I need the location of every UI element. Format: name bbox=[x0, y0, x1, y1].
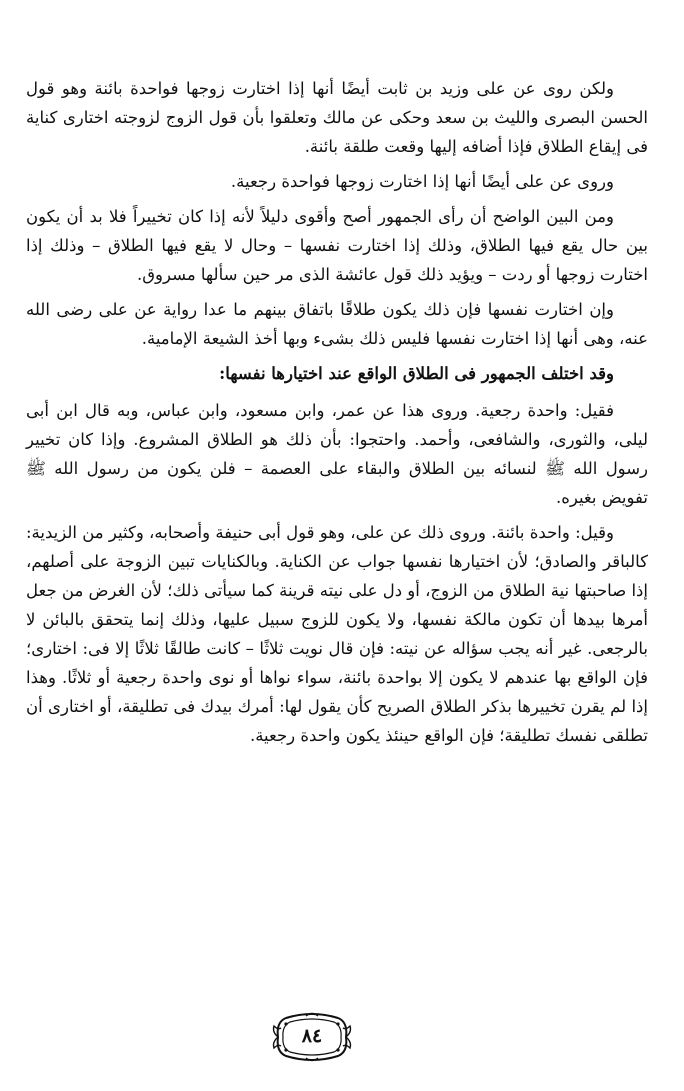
body-text bbox=[26, 74, 648, 752]
paragraph-4: وإن اختارت نفسها فإن ذلك يكون طلاقًا باتفاق بينهم ما عدا رواية عن على رضى الله عنه، وهى أنها إذا اختارت نفسها فليس ذلك بشىء وبها أخذ الشيعة الإمامية. bbox=[26, 300, 648, 348]
page-number-ornament bbox=[272, 1012, 352, 1062]
section-heading: وقد اختلف الجمهور فى الطلاق الواقع عند اختيارها نفسها: bbox=[219, 364, 614, 383]
paragraph-6: وقيل: واحدة بائنة. وروى ذلك عن على، وهو قول أبى حنيفة وأصحابه، وكثير من الزيدية: كالباقر والصادق؛ لأن اختيارها نفسها جواب عن الكناية. وبالكنايات تبين الزوجة على أصلهم، إذا صاحبتها نية الطلاق من الزوج، أو دل على نيته قرينة كما سيأتى ذلك؛ لأن الغرض من جعل أمرها بيدها أن تكون مالكة نفسها، ولا يكون للزوج سبيل عليها، وذلك إنما يتحقق بالبائن لا بالرجعى. غير أنه يجب سؤاله عن نيته: فإن قال نويت ثلاثًا – كانت طالقًا ثلاثًا إلا فى: اختارى؛ فإن الواقع بها عندهم لا يكون إلا بواحدة بائنة، سواء نواها أو نوى واحدة رجعية أو ثلاثًا. وهذا إذا لم يقرن تخييرها بذكر الطلاق الصريح كأن يقول لها: أمرك بيدك فى تطليقة، أو اختارى أن تطلقى نفسك تطليقة؛ فإن الواقع حينئذ يكون واحدة رجعية. bbox=[26, 523, 648, 745]
paragraph-5: فقيل: واحدة رجعية. وروى هذا عن عمر، وابن مسعود، وابن عباس، وبه قال ابن أبى ليلى، والثورى، والشافعى، وأحمد. واحتجوا: بأن ذلك هو الطلاق المشروع. وإذا كان تخيير رسول الله ﷺ لنسائه بين الطلاق والبقاء على العصمة – فلن يكون من رسول الله ﷺ تفويض بغيره. bbox=[26, 401, 648, 507]
page-number: ٨٤ bbox=[301, 1025, 323, 1047]
paragraph-3: ومن البين الواضح أن رأى الجمهور أصح وأقوى دليلاً لأنه إذا كان تخييراً فلا بد أن يكون بين حال يقع فيها الطلاق، وذلك إذا اختارت نفسها – وحال لا يقع فيها الطلاق – وذلك إذا اختارت زوجها أو ردت – ويؤيد ذلك قول عائشة الذى مر حين سألها مسروق. bbox=[26, 207, 648, 284]
paragraph-2: وروى عن على أيضًا أنها إذا اختارت زوجها فواحدة رجعية. bbox=[230, 172, 614, 191]
paragraph-1: ولكن روى عن على وزيد بن ثابت أيضًا أنها إذا اختارت زوجها فواحدة بائنة وهو قول الحسن البصرى والليث بن سعد وحكى عن مالك وتعلقوا بأن قول الزوج لزوجته اختارى كناية فى إيقاع الطلاق فإذا أضافه إليها وقعت طلقة بائنة. bbox=[26, 79, 648, 156]
